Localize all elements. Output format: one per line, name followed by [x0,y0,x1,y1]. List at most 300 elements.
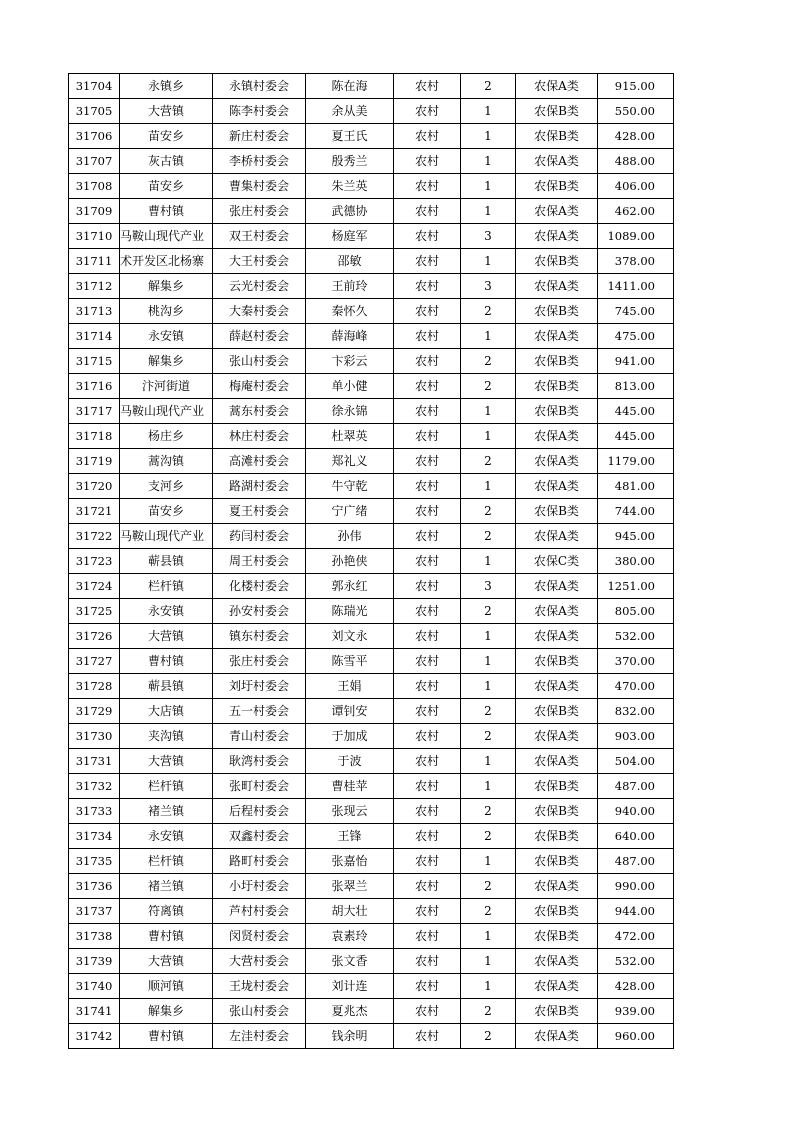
town-cell: 马鞍山现代产业 [120,399,213,424]
count-cell: 1 [461,549,516,574]
table-row [69,674,674,699]
name-cell: 徐永锦 [306,399,394,424]
town-cell: 栏杆镇 [120,849,213,874]
record-id: 31705 [69,99,120,124]
town-cell: 曹村镇 [120,1024,213,1049]
category-cell: 农保B类 [516,924,598,949]
category-cell: 农保B类 [516,174,598,199]
record-id: 31706 [69,124,120,149]
table-row [69,399,674,424]
name-cell: 邵敏 [306,249,394,274]
amount-cell: 470.00 [598,674,674,699]
village-cell: 孙安村委会 [213,599,306,624]
town-cell: 汴河街道 [120,374,213,399]
amount-cell: 944.00 [598,899,674,924]
count-cell: 2 [461,699,516,724]
amount-cell: 1411.00 [598,274,674,299]
category-cell: 农保A类 [516,449,598,474]
record-id: 31719 [69,449,120,474]
area-cell: 农村 [394,149,461,174]
town-cell: 大营镇 [120,624,213,649]
amount-cell: 939.00 [598,999,674,1024]
village-cell: 永镇村委会 [213,74,306,99]
count-cell: 2 [461,799,516,824]
table-row [69,424,674,449]
table-row [69,774,674,799]
category-cell: 农保B类 [516,649,598,674]
name-cell: 孙艳侠 [306,549,394,574]
town-cell: 符离镇 [120,899,213,924]
amount-cell: 428.00 [598,974,674,999]
category-cell: 农保B类 [516,774,598,799]
record-id: 31722 [69,524,120,549]
area-cell: 农村 [394,749,461,774]
category-cell: 农保A类 [516,324,598,349]
name-cell: 余从美 [306,99,394,124]
village-cell: 曹集村委会 [213,174,306,199]
category-cell: 农保B类 [516,99,598,124]
area-cell: 农村 [394,999,461,1024]
name-cell: 陈瑞光 [306,599,394,624]
village-cell: 路湖村委会 [213,474,306,499]
amount-cell: 504.00 [598,749,674,774]
town-cell: 苗安乡 [120,124,213,149]
table-row [69,374,674,399]
count-cell: 1 [461,249,516,274]
village-cell: 张庄村委会 [213,649,306,674]
area-cell: 农村 [394,674,461,699]
amount-cell: 445.00 [598,399,674,424]
town-cell: 蒿沟镇 [120,449,213,474]
amount-cell: 488.00 [598,149,674,174]
table-row [69,474,674,499]
record-id: 31732 [69,774,120,799]
amount-cell: 1089.00 [598,224,674,249]
town-cell: 杨庄乡 [120,424,213,449]
village-cell: 闵贤村委会 [213,924,306,949]
name-cell: 曹桂苹 [306,774,394,799]
area-cell: 农村 [394,99,461,124]
amount-cell: 445.00 [598,424,674,449]
name-cell: 薛海峰 [306,324,394,349]
category-cell: 农保A类 [516,199,598,224]
record-id: 31712 [69,274,120,299]
count-cell: 2 [461,1024,516,1049]
name-cell: 王前玲 [306,274,394,299]
record-id: 31713 [69,299,120,324]
category-cell: 农保B类 [516,249,598,274]
name-cell: 郑礼义 [306,449,394,474]
town-cell: 褚兰镇 [120,874,213,899]
count-cell: 1 [461,474,516,499]
category-cell: 农保B类 [516,374,598,399]
category-cell: 农保B类 [516,849,598,874]
table-row [69,874,674,899]
town-cell: 曹村镇 [120,649,213,674]
table-row [69,174,674,199]
table-row [69,624,674,649]
category-cell: 农保B类 [516,124,598,149]
amount-cell: 1179.00 [598,449,674,474]
town-cell: 大店镇 [120,699,213,724]
name-cell: 杜翠英 [306,424,394,449]
name-cell: 杨庭军 [306,224,394,249]
area-cell: 农村 [394,949,461,974]
record-id: 31716 [69,374,120,399]
name-cell: 于加成 [306,724,394,749]
area-cell: 农村 [394,899,461,924]
town-cell: 曹村镇 [120,924,213,949]
name-cell: 刘文永 [306,624,394,649]
name-cell: 孙伟 [306,524,394,549]
name-cell: 张现云 [306,799,394,824]
table-row [69,899,674,924]
amount-cell: 940.00 [598,799,674,824]
village-cell: 新庄村委会 [213,124,306,149]
village-cell: 大秦村委会 [213,299,306,324]
table-row [69,274,674,299]
village-cell: 蒿东村委会 [213,399,306,424]
category-cell: 农保B类 [516,699,598,724]
name-cell: 郭永红 [306,574,394,599]
amount-cell: 903.00 [598,724,674,749]
count-cell: 2 [461,999,516,1024]
table-row [69,549,674,574]
town-cell: 顺河镇 [120,974,213,999]
table-row [69,824,674,849]
category-cell: 农保B类 [516,299,598,324]
town-cell: 曹村镇 [120,199,213,224]
category-cell: 农保A类 [516,1024,598,1049]
area-cell: 农村 [394,199,461,224]
village-cell: 夏王村委会 [213,499,306,524]
village-cell: 王垅村委会 [213,974,306,999]
area-cell: 农村 [394,274,461,299]
village-cell: 大营村委会 [213,949,306,974]
count-cell: 1 [461,624,516,649]
table-row [69,649,674,674]
town-cell: 永安镇 [120,824,213,849]
area-cell: 农村 [394,299,461,324]
record-id: 31724 [69,574,120,599]
area-cell: 农村 [394,849,461,874]
count-cell: 1 [461,674,516,699]
village-cell: 双王村委会 [213,224,306,249]
name-cell: 王娟 [306,674,394,699]
name-cell: 张嘉怡 [306,849,394,874]
record-id: 31717 [69,399,120,424]
table-row [69,949,674,974]
area-cell: 农村 [394,374,461,399]
town-cell: 褚兰镇 [120,799,213,824]
area-cell: 农村 [394,974,461,999]
count-cell: 2 [461,874,516,899]
amount-cell: 462.00 [598,199,674,224]
amount-cell: 487.00 [598,774,674,799]
record-id: 31710 [69,224,120,249]
area-cell: 农村 [394,324,461,349]
record-id: 31734 [69,824,120,849]
amount-cell: 481.00 [598,474,674,499]
amount-cell: 941.00 [598,349,674,374]
record-id: 31727 [69,649,120,674]
town-cell: 大营镇 [120,749,213,774]
table-row [69,1024,674,1049]
name-cell: 谭钊安 [306,699,394,724]
table-row [69,74,674,99]
village-cell: 镇东村委会 [213,624,306,649]
table-row [69,499,674,524]
table-row [69,249,674,274]
village-cell: 双鑫村委会 [213,824,306,849]
town-cell: 蕲县镇 [120,549,213,574]
count-cell: 2 [461,499,516,524]
amount-cell: 475.00 [598,324,674,349]
town-cell: 永镇乡 [120,74,213,99]
area-cell: 农村 [394,499,461,524]
record-id: 31738 [69,924,120,949]
amount-cell: 380.00 [598,549,674,574]
record-id: 31715 [69,349,120,374]
amount-cell: 832.00 [598,699,674,724]
town-cell: 夹沟镇 [120,724,213,749]
count-cell: 1 [461,199,516,224]
village-cell: 路町村委会 [213,849,306,874]
name-cell: 夏兆杰 [306,999,394,1024]
count-cell: 3 [461,574,516,599]
amount-cell: 640.00 [598,824,674,849]
area-cell: 农村 [394,824,461,849]
record-id: 31728 [69,674,120,699]
table-row [69,524,674,549]
name-cell: 牛守乾 [306,474,394,499]
category-cell: 农保A类 [516,599,598,624]
area-cell: 农村 [394,449,461,474]
table-row [69,999,674,1024]
count-cell: 1 [461,649,516,674]
record-id: 31721 [69,499,120,524]
area-cell: 农村 [394,599,461,624]
village-cell: 小圩村委会 [213,874,306,899]
name-cell: 王锋 [306,824,394,849]
count-cell: 1 [461,174,516,199]
count-cell: 1 [461,924,516,949]
count-cell: 1 [461,974,516,999]
village-cell: 周王村委会 [213,549,306,574]
count-cell: 1 [461,949,516,974]
category-cell: 农保A类 [516,574,598,599]
area-cell: 农村 [394,524,461,549]
name-cell: 秦怀久 [306,299,394,324]
amount-cell: 487.00 [598,849,674,874]
record-id: 31720 [69,474,120,499]
category-cell: 农保B类 [516,899,598,924]
area-cell: 农村 [394,874,461,899]
amount-cell: 744.00 [598,499,674,524]
table-row [69,224,674,249]
town-cell: 解集乡 [120,349,213,374]
category-cell: 农保A类 [516,974,598,999]
table-row [69,149,674,174]
village-cell: 薛赵村委会 [213,324,306,349]
amount-cell: 805.00 [598,599,674,624]
area-cell: 农村 [394,624,461,649]
table-row [69,124,674,149]
village-cell: 陈李村委会 [213,99,306,124]
category-cell: 农保A类 [516,424,598,449]
area-cell: 农村 [394,349,461,374]
village-cell: 刘圩村委会 [213,674,306,699]
town-cell: 永安镇 [120,599,213,624]
amount-cell: 428.00 [598,124,674,149]
amount-cell: 472.00 [598,924,674,949]
area-cell: 农村 [394,649,461,674]
area-cell: 农村 [394,699,461,724]
town-cell: 马鞍山现代产业 [120,524,213,549]
town-cell: 灰古镇 [120,149,213,174]
town-cell: 栏杆镇 [120,774,213,799]
table-body [69,74,674,1049]
category-cell: 农保C类 [516,549,598,574]
village-cell: 后程村委会 [213,799,306,824]
village-cell: 张山村委会 [213,999,306,1024]
table-row [69,574,674,599]
village-cell: 青山村委会 [213,724,306,749]
table-row [69,599,674,624]
table-row [69,449,674,474]
category-cell: 农保A类 [516,149,598,174]
table-row [69,99,674,124]
record-id: 31709 [69,199,120,224]
category-cell: 农保A类 [516,524,598,549]
village-cell: 张庄村委会 [213,199,306,224]
count-cell: 1 [461,849,516,874]
category-cell: 农保A类 [516,724,598,749]
count-cell: 2 [461,299,516,324]
village-cell: 化楼村委会 [213,574,306,599]
records-sheet [68,73,673,1049]
count-cell: 2 [461,724,516,749]
town-cell: 术开发区北杨寨 [120,249,213,274]
count-cell: 2 [461,349,516,374]
town-cell: 苗安乡 [120,499,213,524]
record-id: 31723 [69,549,120,574]
count-cell: 1 [461,774,516,799]
table-row [69,849,674,874]
record-id: 31739 [69,949,120,974]
village-cell: 梅庵村委会 [213,374,306,399]
area-cell: 农村 [394,774,461,799]
village-cell: 五一村委会 [213,699,306,724]
name-cell: 胡大壮 [306,899,394,924]
count-cell: 2 [461,374,516,399]
area-cell: 农村 [394,1024,461,1049]
record-id: 31741 [69,999,120,1024]
count-cell: 1 [461,399,516,424]
name-cell: 单小健 [306,374,394,399]
category-cell: 农保B类 [516,799,598,824]
count-cell: 1 [461,99,516,124]
amount-cell: 532.00 [598,949,674,974]
name-cell: 卞彩云 [306,349,394,374]
table-row [69,349,674,374]
table-row [69,299,674,324]
area-cell: 农村 [394,74,461,99]
village-cell: 芦村村委会 [213,899,306,924]
record-id: 31718 [69,424,120,449]
category-cell: 农保B类 [516,999,598,1024]
amount-cell: 406.00 [598,174,674,199]
amount-cell: 990.00 [598,874,674,899]
table-row [69,974,674,999]
record-id: 31711 [69,249,120,274]
village-cell: 药闫村委会 [213,524,306,549]
town-cell: 支河乡 [120,474,213,499]
area-cell: 农村 [394,724,461,749]
village-cell: 林庄村委会 [213,424,306,449]
name-cell: 夏王氏 [306,124,394,149]
record-id: 31704 [69,74,120,99]
town-cell: 蕲县镇 [120,674,213,699]
village-cell: 高滩村委会 [213,449,306,474]
town-cell: 解集乡 [120,999,213,1024]
category-cell: 农保A类 [516,749,598,774]
amount-cell: 960.00 [598,1024,674,1049]
record-id: 31731 [69,749,120,774]
name-cell: 刘计连 [306,974,394,999]
village-cell: 张町村委会 [213,774,306,799]
town-cell: 栏杆镇 [120,574,213,599]
town-cell: 解集乡 [120,274,213,299]
area-cell: 农村 [394,474,461,499]
record-id: 31737 [69,899,120,924]
table-row [69,924,674,949]
amount-cell: 915.00 [598,74,674,99]
count-cell: 2 [461,824,516,849]
count-cell: 2 [461,74,516,99]
record-id: 31735 [69,849,120,874]
name-cell: 袁素玲 [306,924,394,949]
amount-cell: 945.00 [598,524,674,549]
name-cell: 陈在海 [306,74,394,99]
count-cell: 1 [461,749,516,774]
category-cell: 农保A类 [516,274,598,299]
category-cell: 农保A类 [516,674,598,699]
village-cell: 李桥村委会 [213,149,306,174]
village-cell: 云光村委会 [213,274,306,299]
name-cell: 于波 [306,749,394,774]
count-cell: 3 [461,274,516,299]
count-cell: 1 [461,124,516,149]
record-id: 31742 [69,1024,120,1049]
name-cell: 张翠兰 [306,874,394,899]
table-row [69,199,674,224]
category-cell: 农保A类 [516,224,598,249]
category-cell: 农保A类 [516,949,598,974]
record-id: 31707 [69,149,120,174]
name-cell: 陈雪平 [306,649,394,674]
area-cell: 农村 [394,924,461,949]
town-cell: 大营镇 [120,949,213,974]
category-cell: 农保A类 [516,624,598,649]
town-cell: 永安镇 [120,324,213,349]
amount-cell: 745.00 [598,299,674,324]
amount-cell: 378.00 [598,249,674,274]
table-row [69,799,674,824]
area-cell: 农村 [394,124,461,149]
village-cell: 张山村委会 [213,349,306,374]
table-row [69,749,674,774]
